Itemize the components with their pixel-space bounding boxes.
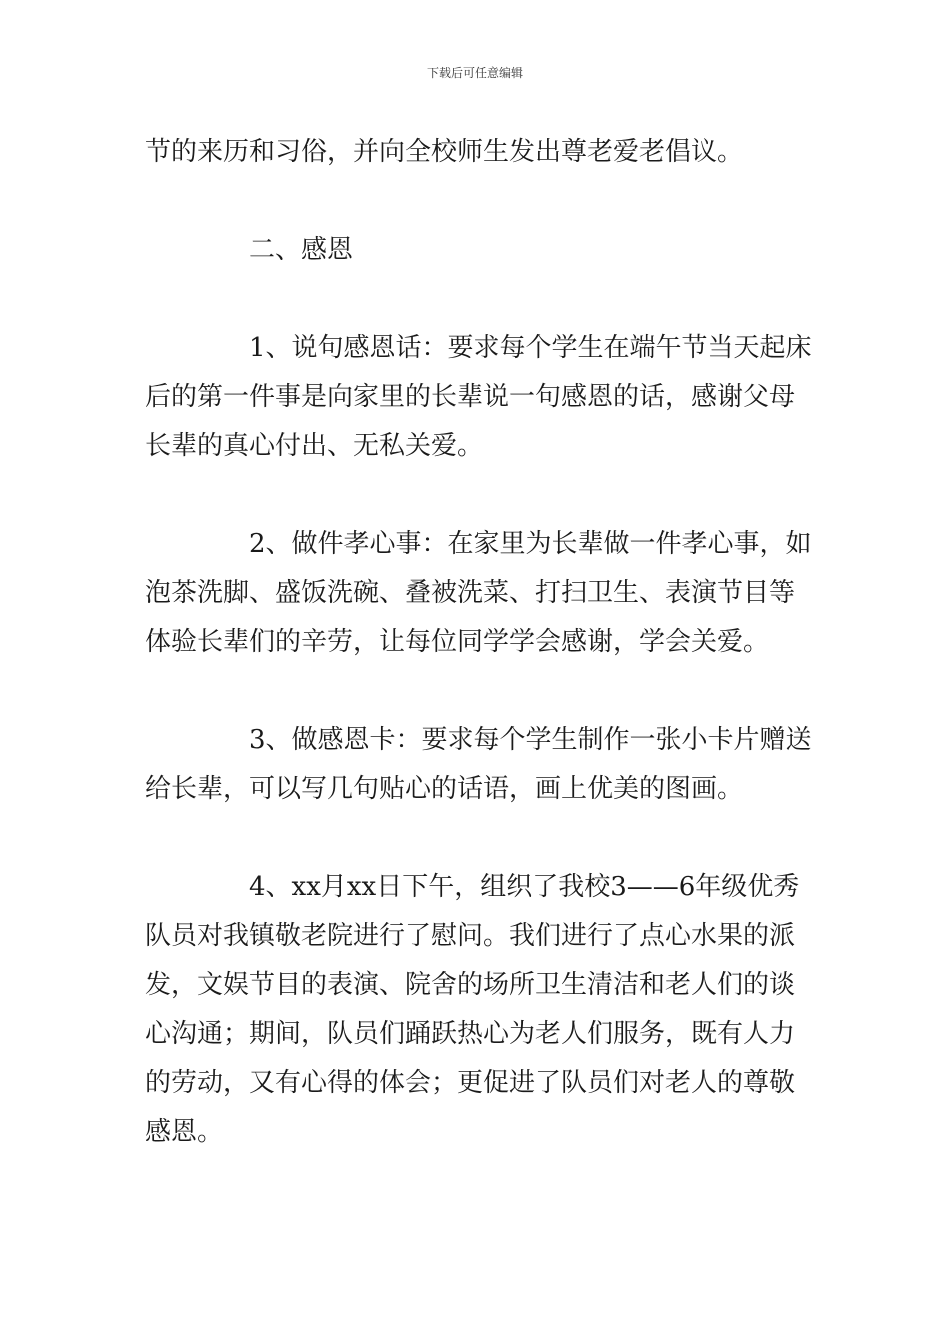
section-heading: 二、感恩: [249, 235, 354, 265]
paragraph-item-1: [145, 324, 810, 471]
paragraph-intro-ending: [145, 128, 810, 177]
page-header-note: 下载后可任意编辑: [426, 66, 523, 80]
paragraph-line: 给长辈，可以写几句贴心的话语，画上优美的图画。: [145, 774, 744, 804]
paragraph-line: 感恩。: [145, 1117, 224, 1147]
paragraph-line: 3、做感恩卡：要求每个学生制作一张小卡片赠送: [249, 725, 812, 755]
paragraph-line: 1、说句感恩话：要求每个学生在端午节当天起床: [249, 333, 812, 363]
paragraph-line: 4、xx月xx日下午，组织了我校3——6年级优秀: [249, 872, 800, 902]
document-body: [145, 128, 810, 1206]
section-heading-gratitude: [145, 226, 810, 275]
paragraph-line: 泡茶洗脚、盛饭洗碗、叠被洗菜、打扫卫生、表演节目等: [145, 578, 796, 608]
paragraph-line: 节的来历和习俗，并向全校师生发出尊老爱老倡议。: [145, 137, 744, 167]
paragraph-item-4: [145, 863, 810, 1157]
paragraph-line: 心沟通；期间，队员们踊跃热心为老人们服务，既有人力: [145, 1019, 796, 1049]
paragraph-line: 发，文娱节目的表演、院舍的场所卫生清洁和老人们的谈: [145, 970, 796, 1000]
paragraph-line: 体验长辈们的辛劳，让每位同学学会感谢，学会关爱。: [145, 627, 770, 657]
paragraph-line: 的劳动，又有心得的体会；更促进了队员们对老人的尊敬: [145, 1068, 796, 1098]
paragraph-item-2: [145, 520, 810, 667]
paragraph-line: 后的第一件事是向家里的长辈说一句感恩的话，感谢父母: [145, 382, 796, 412]
paragraph-line: 长辈的真心付出、无私关爱。: [145, 431, 484, 461]
paragraph-line: 2、做件孝心事：在家里为长辈做一件孝心事，如: [249, 529, 812, 559]
paragraph-item-3: [145, 716, 810, 814]
paragraph-line: 队员对我镇敬老院进行了慰问。我们进行了点心水果的派: [145, 921, 796, 951]
